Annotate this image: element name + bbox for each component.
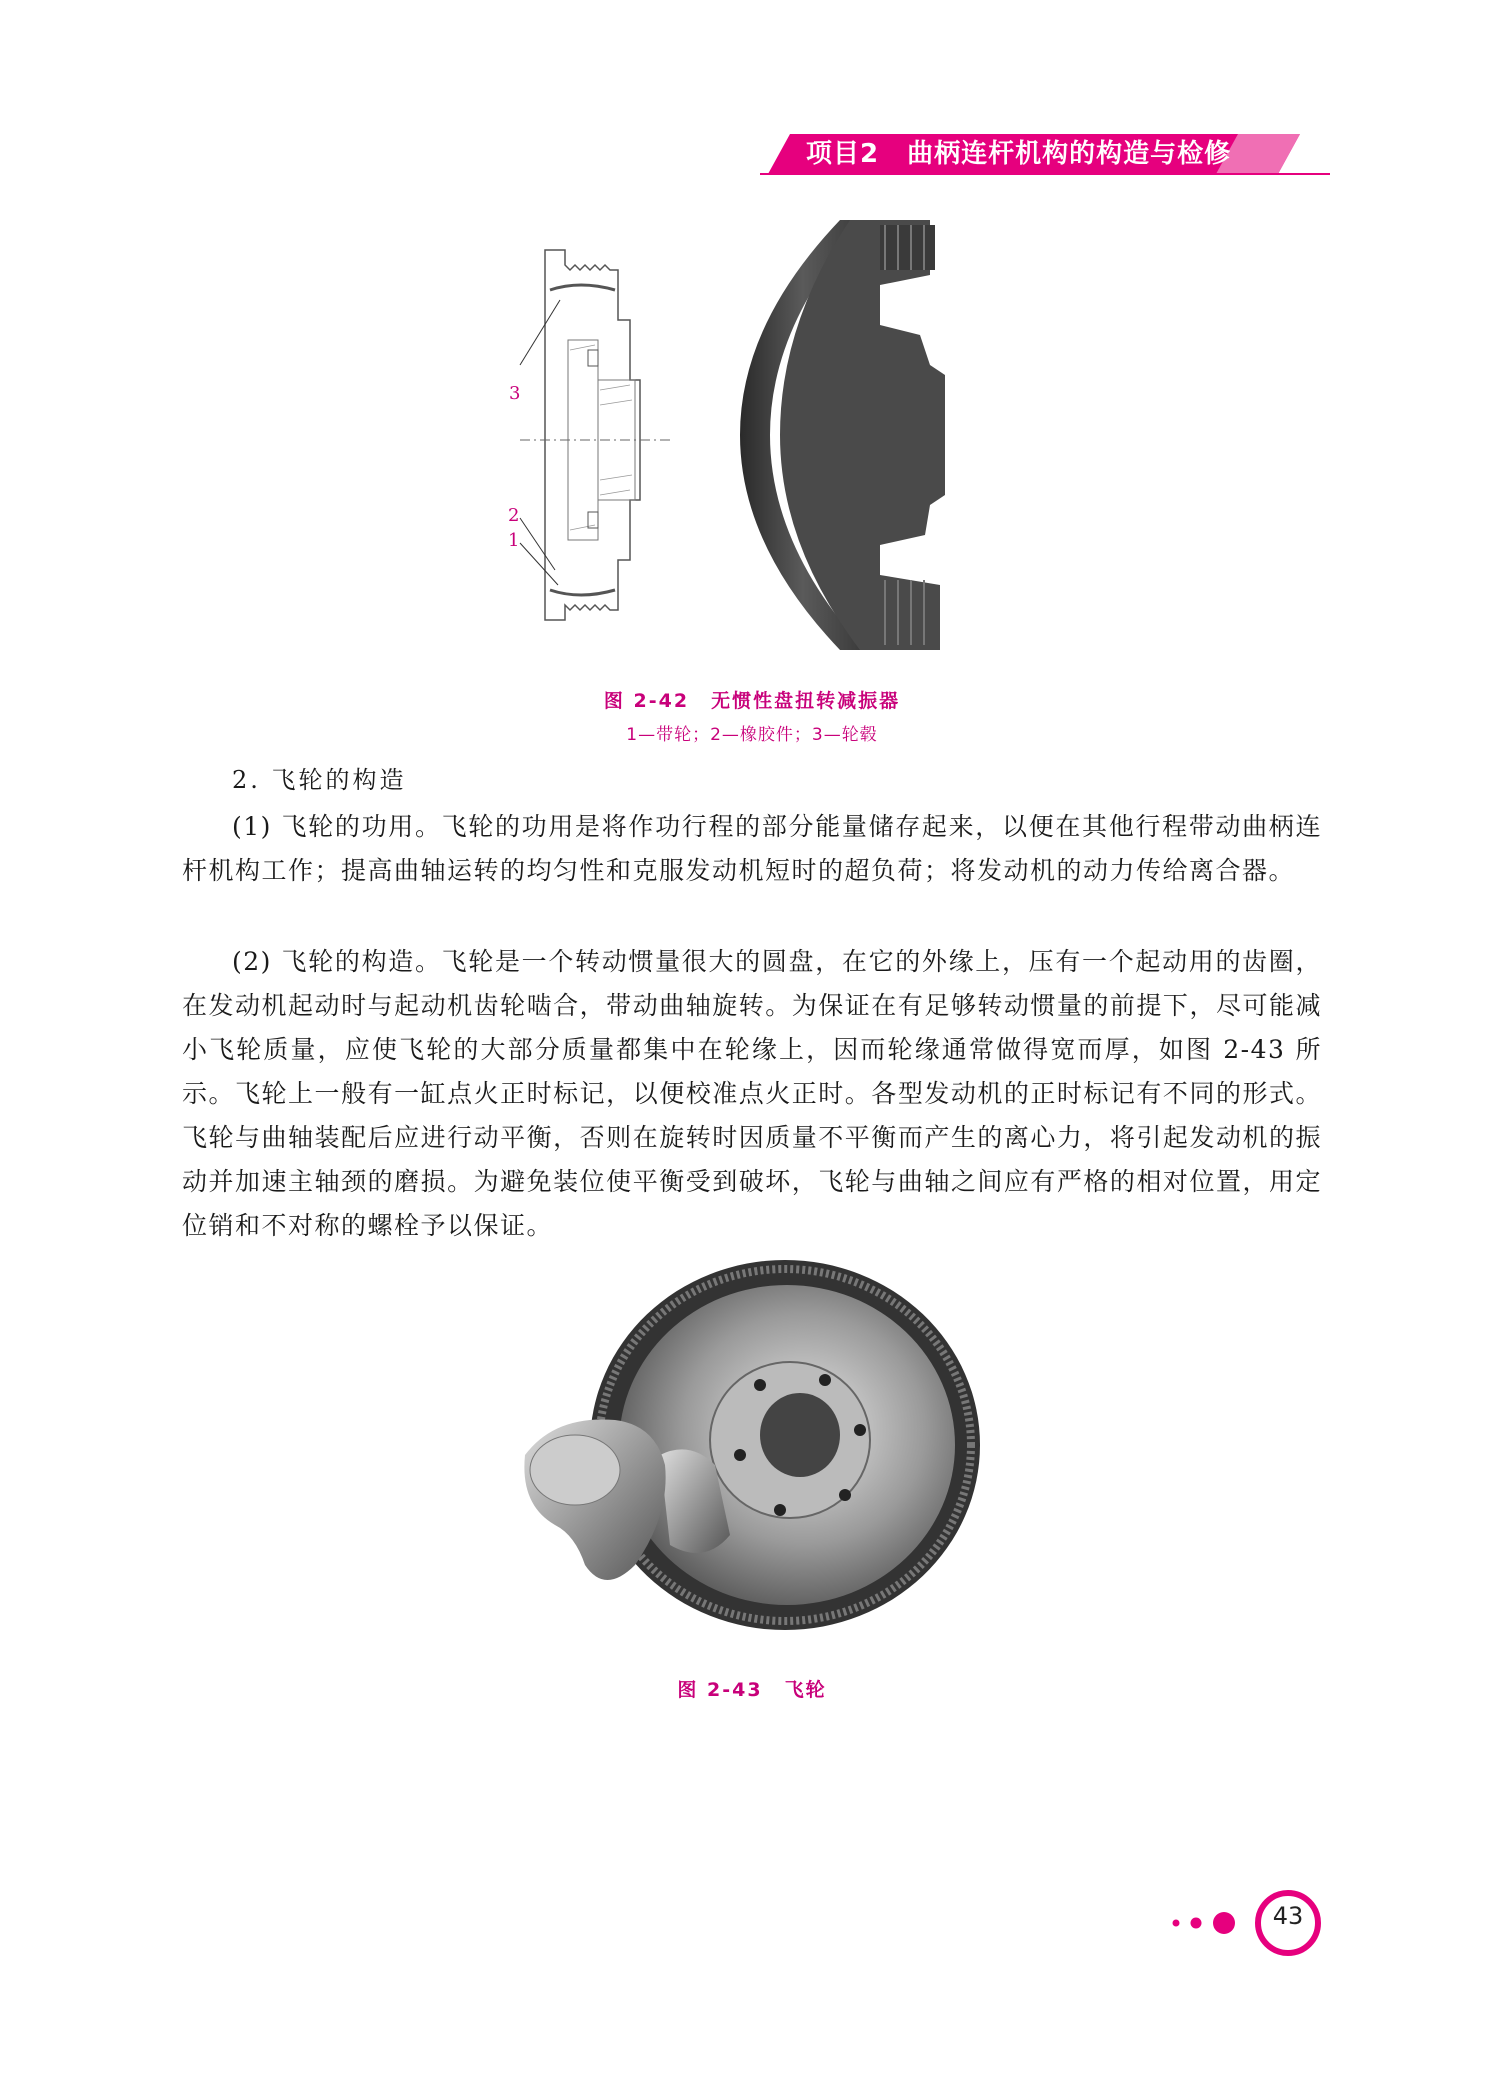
project-number: 项目2 bbox=[806, 139, 880, 169]
header-underline bbox=[760, 173, 1330, 175]
figure-2-42-caption bbox=[0, 686, 1504, 713]
figure-2-43-flywheel-render bbox=[515, 1255, 985, 1645]
chapter-header-banner bbox=[768, 134, 1300, 174]
figure-2-42-number: 图 2-42 bbox=[603, 690, 690, 712]
callout-2: 2 bbox=[508, 505, 520, 526]
figure-2-42-legend: 1—带轮；2—橡胶件；3—轮毂 bbox=[626, 725, 878, 745]
section-title: 2. 飞轮的构造 bbox=[232, 766, 407, 794]
project-title: 曲柄连杆机构的构造与检修 bbox=[907, 139, 1232, 169]
callout-3: 3 bbox=[509, 383, 521, 404]
paragraph-structure-text: (2) 飞轮的构造。飞轮是一个转动惯量很大的圆盘，在它的外缘上，压有一个起动用的齿圈，在发动机起动时与起动机齿轮啮合，带动曲轴旋转。为保证在有足够转动惯量的前提下，尽可能减小飞轮质量，应使飞轮的大部分质量都集中在轮缘上，因而轮缘通常做得宽而厚，如图 2-43 所示。飞轮上一般有一缸点火正时标记，以便校准点火正时。各型发动机的正时标记有不同的形式。飞轮与曲轴装配后应进行动平衡，否则在旋转时因质量不平衡而产生的离心力，将引起发动机的振动并加速主轴颈的磨损。为避免装位使平衡受到破坏，飞轮与曲轴之间应有严格的相对位置，用定位销和不对称的螺栓予以保证。 bbox=[182, 947, 1322, 1240]
callout-1: 1 bbox=[508, 530, 520, 551]
paragraph-structure bbox=[182, 940, 1322, 1248]
figure-2-42-section-drawing bbox=[500, 240, 680, 640]
figure-2-42-title: 无惯性盘扭转减振器 bbox=[711, 690, 901, 712]
figure-2-43-title: 飞轮 bbox=[784, 1679, 827, 1701]
figure-2-42-damper-render bbox=[730, 215, 1000, 655]
paragraph-function-text: (1) 飞轮的功用。飞轮的功用是将作功行程的部分能量储存起来，以便在其他行程带动曲柄连杆机构工作；提高曲轴运转的均匀性和克服发动机短时的超负荷；将发动机的动力传给离合器。 bbox=[182, 812, 1322, 885]
header-title bbox=[806, 137, 1231, 171]
paragraph-function bbox=[182, 805, 1322, 893]
page-number: 43 bbox=[1272, 1902, 1304, 1930]
page-number-badge bbox=[1166, 1888, 1326, 1958]
figure-2-43-caption bbox=[0, 1675, 1504, 1702]
figure-2-43-number: 图 2-43 bbox=[677, 1679, 763, 1701]
